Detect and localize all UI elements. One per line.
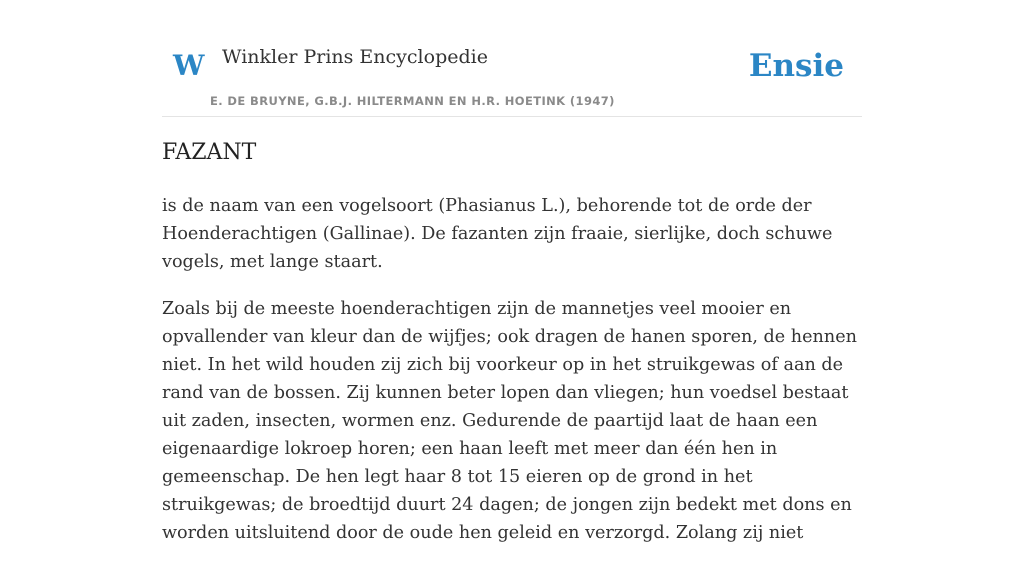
entry-paragraph: Zoals bij de meeste hoenderachtigen zijn de mannetjes veel mooier en opvallender van kleur dan de wijfjes; ook dragen de hanen sporen, de hennen niet. In het wild houden zij zich bij voorkeur op in het struikgewas of aan de rand van de bossen. Zij kunnen beter lopen dan vliegen; hun voedsel bestaat uit zaden, insecten, wormen enz. Gedurende de paartijd laat de haan een eigenaardige lokroep horen; een haan leeft met meer dan één hen in gemeenschap. De hen legt haar 8 tot 15 eieren op de grond in het struikgewas; de broedtijd duurt 24 dagen; de jongen zijn bedekt met dons en worden uitsluitend door de oude hen geleid en verzorgd. Zolang zij niet [162,299,857,543]
entry-content [162,192,862,566]
winkler-prins-logo[interactable]: W [173,49,205,82]
publication-title[interactable]: Winkler Prins Encyclopedie [222,46,488,68]
entry-paragraph: is de naam van een vogelsoort (Phasianus L.), behorende tot de orde der Hoenderachtigen (Gallinae). De fazanten zijn fraaie, sierlijke, doch schuwe vogels, met lange staart. [162,196,833,272]
ensie-logo-link[interactable]: Ensie [748,48,844,84]
authors-line: E. DE BRUYNE, G.B.J. HILTERMANN EN H.R. HOETINK (1947) [210,94,615,108]
header [162,0,862,117]
entry-title: FAZANT [162,140,257,165]
